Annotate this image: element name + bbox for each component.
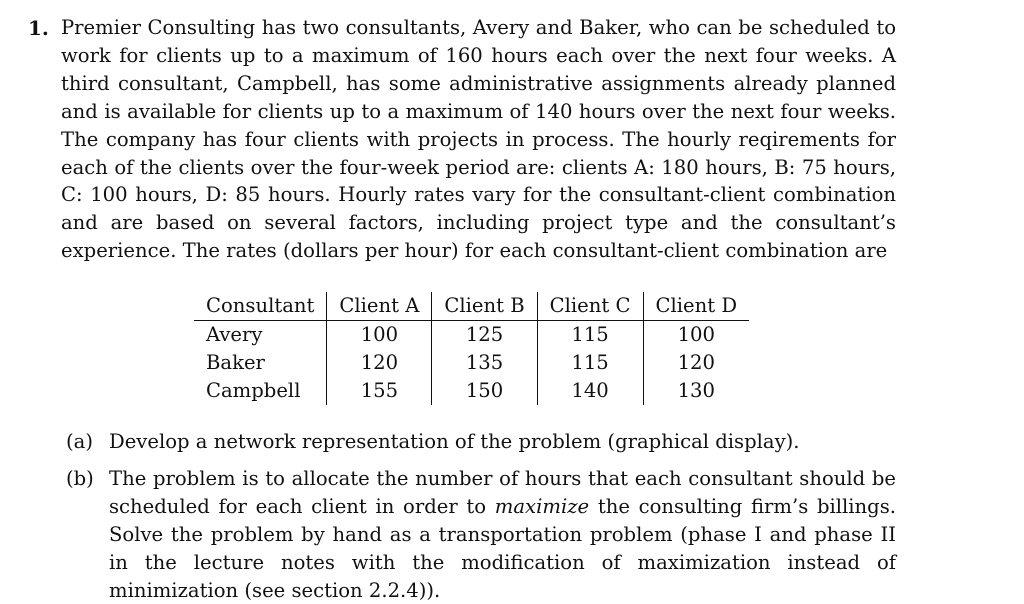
rate-cell: 115 <box>537 349 643 377</box>
part-b-emphasis: maximize <box>494 494 590 518</box>
rate-cell: 100 <box>327 321 432 350</box>
rate-cell: 130 <box>643 377 749 405</box>
rate-cell: 125 <box>432 321 537 350</box>
part-a <box>66 428 896 456</box>
column-header-client-a: Client A <box>327 292 432 321</box>
rate-cell: 150 <box>432 377 537 405</box>
column-header-consultant: Consultant <box>194 292 327 321</box>
part-a-text: Develop a network representation of the problem (graphical display). <box>109 430 800 453</box>
table-row-baker <box>194 349 749 377</box>
rate-cell: 140 <box>537 377 643 405</box>
table-row-avery <box>194 321 749 350</box>
part-b-text-after: the consulting firm’s billings. Solve the problem by hand as a transportation problem (phase I and phase II in the lecture notes with the modification of maximization instead of minimization (see section 2.2.4)). <box>109 494 896 602</box>
rate-cell: 135 <box>432 349 537 377</box>
consultant-name: Baker <box>206 351 265 374</box>
part-b-text-before: The problem is to allocate the number of hours that each consultant should be scheduled for each client in order to <box>109 466 896 518</box>
rate-cell: 100 <box>643 321 749 350</box>
part-b <box>66 465 896 604</box>
column-header-client-d: Client D <box>643 292 749 321</box>
rates-table-container <box>194 292 749 405</box>
rate-cell: 115 <box>537 321 643 350</box>
problem-statement: Premier Consulting has two consultants, Avery and Baker, who can be scheduled to work for clients up to a maximum of 160 hours each over the next four weeks. A third consultant, Campbell, has some administrative assignments already planned and is available for clients up to a maximum of 140 hours over the next four weeks. The company has four clients with projects in process. The hourly reqirements for each of the clients over the four-week period are: clients A: 180 hours, B: 75 hours, C: 100 hours, D: 85 hours. Hourly rates vary for the consultant-client combination and are based on several factors, including project type and the consultant’s experience. The rates (dollars per hour) for each consultant-client combination are <box>61 16 896 263</box>
part-b-text <box>109 465 896 604</box>
column-header-client-c: Client C <box>537 292 643 321</box>
table-row-campbell <box>194 377 749 405</box>
rate-cell: 120 <box>643 349 749 377</box>
rate-cell: 120 <box>327 349 432 377</box>
rates-table <box>194 292 749 405</box>
problem-1 <box>28 14 896 265</box>
rate-cell: 155 <box>327 377 432 405</box>
sub-questions <box>66 428 896 604</box>
part-b-label: (b) <box>66 466 94 490</box>
column-header-client-b: Client B <box>432 292 537 321</box>
part-a-label: (a) <box>66 430 93 453</box>
problem-number: 1. <box>28 16 49 40</box>
table-header-row <box>194 292 749 321</box>
consultant-name: Avery <box>206 323 263 346</box>
consultant-name: Campbell <box>206 379 301 402</box>
